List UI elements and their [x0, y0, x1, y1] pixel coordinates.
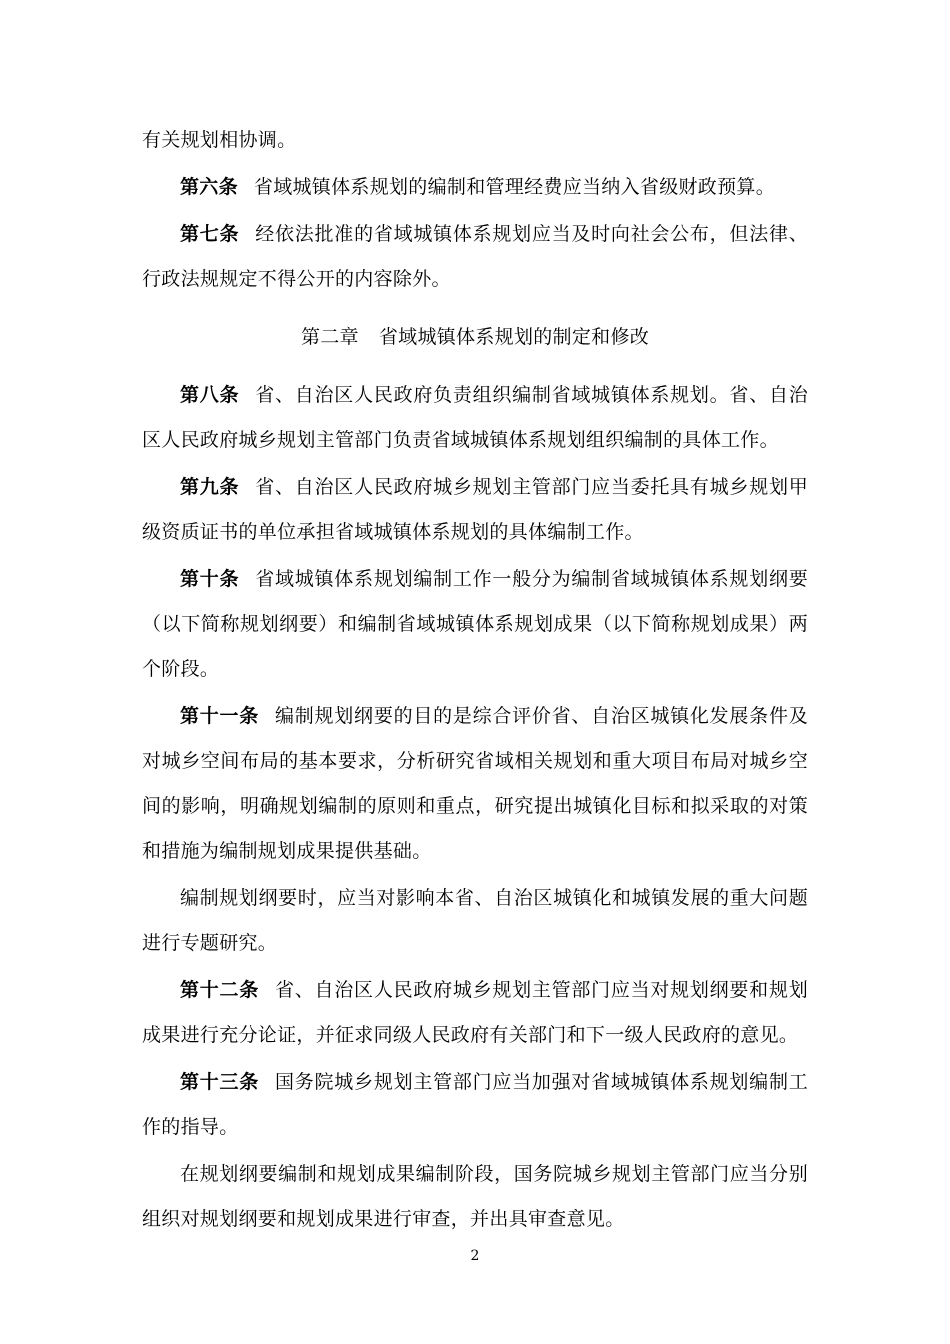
article-text: 省、自治区人民政府城乡规划主管部门应当对规划纲要和规划成果进行充分论证，并征求同级人民政府有关部门和下一级人民政府的意见。	[142, 979, 808, 1046]
article-heading: 第六条	[180, 176, 238, 198]
article-13	[142, 1060, 808, 1150]
article-text: 经依法批准的省域城镇体系规划应当及时向社会公布，但法律、行政法规规定不得公开的内容除外。	[142, 223, 809, 290]
chapter-heading	[142, 315, 808, 360]
article-heading: 第七条	[180, 223, 240, 245]
article-text: 省域城镇体系规划的编制和管理经费应当纳入省级财政预算。	[253, 176, 776, 198]
article-11-paragraph-2	[142, 876, 808, 966]
article-text: 国务院城乡规划主管部门应当加强对省域城镇体系规划编制工作的指导。	[142, 1071, 808, 1138]
article-heading: 第十二条	[180, 979, 260, 1001]
article-heading: 第十条	[180, 568, 240, 590]
article-7	[142, 212, 808, 302]
article-heading: 第八条	[180, 384, 240, 406]
article-9	[142, 465, 808, 555]
paragraph-continuation	[142, 118, 808, 163]
article-text: 省、自治区人民政府城乡规划主管部门应当委托具有城乡规划甲级资质证书的单位承担省域城镇体系规划的具体编制工作。	[142, 476, 809, 543]
article-text: 省域城镇体系规划编制工作一般分为编制省域城镇体系规划纲要（以下简称规划纲要）和编制省域城镇体系规划成果（以下简称规划成果）两个阶段。	[142, 568, 809, 680]
article-heading: 第十一条	[180, 705, 260, 727]
article-13-paragraph-2	[142, 1152, 808, 1242]
article-10	[142, 557, 808, 692]
article-heading: 第九条	[180, 476, 240, 498]
article-8	[142, 373, 808, 463]
page-number: 2	[470, 1248, 480, 1264]
chapter-number: 第二章	[300, 326, 359, 348]
article-text: 编制规划纲要的目的是综合评价省、自治区城镇化发展条件及对城乡空间布局的基本要求，分析研究省域相关规划和重大项目布局对城乡空间的影响，明确规划编制的原则和重点，研究提出城镇化目标和拟采取的对策和措施为编制规划成果提供基础。	[142, 705, 808, 862]
article-11	[142, 694, 808, 874]
article-6	[142, 165, 808, 210]
chapter-title: 省域城镇体系规划的制定和修改	[378, 326, 650, 348]
paragraph-text: 编制规划纲要时，应当对影响本省、自治区城镇化和城镇发展的重大问题进行专题研究。	[142, 887, 808, 954]
article-text: 省、自治区人民政府负责组织编制省域城镇体系规划。省、自治区人民政府城乡规划主管部门负责省域城镇体系规划组织编制的具体工作。	[142, 384, 809, 451]
article-12	[142, 968, 808, 1058]
document-body	[142, 118, 808, 1242]
article-heading: 第十三条	[180, 1071, 260, 1093]
paragraph-text: 在规划纲要编制和规划成果编制阶段，国务院城乡规划主管部门应当分别组织对规划纲要和规划成果进行审查，并出具审查意见。	[142, 1163, 808, 1230]
paragraph-text: 有关规划相协调。	[142, 129, 297, 151]
